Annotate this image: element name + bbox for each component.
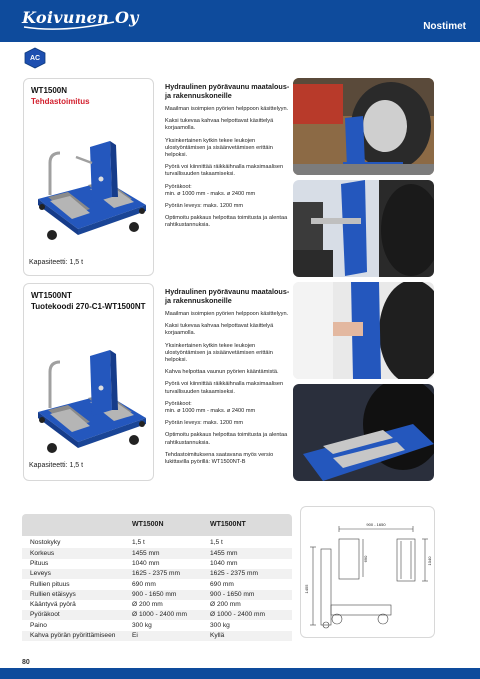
rollers-closeup-photo bbox=[293, 384, 434, 481]
product-title: WT1500N bbox=[31, 86, 68, 95]
cell-wt1500n: Ø 1000 - 2400 mm bbox=[132, 611, 187, 619]
table-row bbox=[22, 590, 292, 600]
page-header bbox=[0, 0, 480, 42]
description-paragraph: Optimoitu pakkaus helpottaa toimitusta ja alentaa rahtikustannuksia. bbox=[165, 215, 288, 229]
row-label: Rullien pituus bbox=[30, 580, 70, 588]
dim-height-label: 1455 bbox=[304, 584, 309, 594]
cell-wt1500n: 300 kg bbox=[132, 621, 152, 629]
specifications-table bbox=[22, 514, 292, 646]
description-paragraph: Pyörän leveys: maks. 1200 mm bbox=[165, 203, 244, 210]
table-row bbox=[22, 579, 292, 589]
description-paragraph: Tehdastoimituksena saatavana myös versio lukittavilla pyörillä: WT1500NT-B bbox=[165, 451, 274, 466]
cell-wt1500n: Ø 200 mm bbox=[132, 601, 163, 609]
cell-wt1500nt: 1040 mm bbox=[210, 559, 238, 567]
logo-swoosh-icon bbox=[22, 8, 117, 32]
table-row bbox=[22, 631, 292, 641]
cell-wt1500n: 1040 mm bbox=[132, 559, 160, 567]
table-row bbox=[22, 620, 292, 630]
company-logo bbox=[22, 8, 139, 32]
table-row bbox=[22, 610, 292, 620]
row-label: Paino bbox=[30, 621, 47, 629]
table-row bbox=[22, 559, 292, 569]
cell-wt1500nt: Kyllä bbox=[210, 632, 225, 640]
cell-wt1500nt: 300 kg bbox=[210, 621, 230, 629]
wheel-dolly-image bbox=[30, 348, 152, 460]
cell-wt1500nt: 1625 - 2375 mm bbox=[210, 570, 259, 578]
product-code: Tuotekoodi 270-C1-WT1500NT bbox=[31, 302, 146, 311]
description-paragraph: Kahva helpottaa vaunun pyörien kääntämistä. bbox=[165, 369, 279, 376]
dim-roller-label: 690 bbox=[363, 555, 368, 563]
row-label: Nostokyky bbox=[30, 539, 61, 547]
description-paragraph: Kaksi tukevaa kahvaa helpottavat käsittelyä korjaamolla. bbox=[165, 323, 274, 337]
footer-bar bbox=[0, 668, 480, 679]
column-header: WT1500N bbox=[132, 521, 164, 528]
cell-wt1500nt: 1,5 t bbox=[210, 539, 223, 547]
cell-wt1500n: 1625 - 2375 mm bbox=[132, 570, 181, 578]
row-label: Kahva pyörän pyörittämiseen bbox=[30, 632, 116, 640]
row-label: Pituus bbox=[30, 559, 49, 567]
cell-wt1500nt: 690 mm bbox=[210, 580, 234, 588]
capacity-label: Kapasiteetti: 1,5 t bbox=[29, 259, 84, 266]
logo-text: Koivunen Oy bbox=[22, 8, 139, 27]
cell-wt1500nt: 900 - 1650 mm bbox=[210, 590, 255, 598]
dimension-drawing-image bbox=[301, 507, 434, 637]
cell-wt1500n: 900 - 1650 mm bbox=[132, 590, 177, 598]
page-number: 80 bbox=[22, 659, 30, 666]
cell-wt1500n: Ei bbox=[132, 632, 138, 640]
description-paragraph: Yksinkertainen kytkin tekee leukojen ulostyöntämisen ja sisäänvetämisen erittäin helpoksi. bbox=[165, 342, 273, 364]
cell-wt1500n: 1,5 t bbox=[132, 539, 145, 547]
product-description-wt1500n bbox=[165, 83, 290, 235]
table-row bbox=[22, 538, 292, 548]
cell-wt1500n: 1455 mm bbox=[132, 549, 160, 557]
dim-length-label: 1040 bbox=[427, 556, 432, 566]
hand-handle-photo bbox=[293, 282, 434, 379]
cell-wt1500n: 690 mm bbox=[132, 580, 156, 588]
column-header: WT1500NT bbox=[210, 521, 246, 528]
product-card-wt1500n bbox=[23, 78, 154, 276]
row-label: Kääntyvä pyörä bbox=[30, 601, 76, 609]
row-label: Pyöräkoot bbox=[30, 611, 60, 619]
description-paragraph: Pyöräkoot: min. ø 1000 mm - maks. ø 2400 mm bbox=[165, 400, 256, 415]
wheel-dolly-image bbox=[30, 135, 152, 251]
description-paragraph: Pyörä voi kiinnittää räikkäihnalla maksimaalisen turvallisuuden takaamiseksi. bbox=[165, 164, 284, 178]
description-paragraph: Yksinkertainen kytkin tekee leukojen ulostyöntämisen ja sisäänvetämisen erittäin helpoksi. bbox=[165, 137, 273, 159]
ac-brand-icon bbox=[24, 47, 46, 69]
table-row bbox=[22, 600, 292, 610]
table-row bbox=[22, 569, 292, 579]
product-card-wt1500nt bbox=[23, 283, 154, 481]
row-label: Korkeus bbox=[30, 549, 55, 557]
cell-wt1500nt: Ø 200 mm bbox=[210, 601, 241, 609]
description-paragraph: Pyörä voi kiinnittää räikkäihnalla maksimaalisen turvallisuuden takaamiseksi. bbox=[165, 381, 284, 395]
description-paragraph: Pyöräkoot: min. ø 1000 mm - maks. ø 2400 mm bbox=[165, 183, 256, 197]
description-paragraph: Optimoitu pakkaus helpottaa toimitusta ja alentaa rahtikustannuksia. bbox=[165, 432, 288, 446]
row-label: Leveys bbox=[30, 570, 51, 578]
table-row bbox=[22, 548, 292, 558]
capacity-label: Kapasiteetti: 1,5 t bbox=[29, 462, 84, 469]
description-paragraph: Maailman isoimpien pyörien helppoon käsittelyyn. bbox=[165, 106, 289, 112]
description-heading: Hydraulinen pyörävaunu maatalous- ja rakennuskoneille bbox=[165, 82, 290, 100]
cell-wt1500nt: Ø 1000 - 2400 mm bbox=[210, 611, 265, 619]
mechanic-wheel-photo bbox=[293, 180, 434, 277]
cell-wt1500nt: 1455 mm bbox=[210, 549, 238, 557]
technical-drawing bbox=[300, 506, 435, 638]
description-paragraph: Maailman isoimpien pyörien helppoon käsittelyyn. bbox=[165, 311, 289, 317]
tractor-wheel-photo bbox=[293, 78, 434, 175]
product-title: WT1500NT bbox=[31, 291, 72, 300]
description-heading: Hydraulinen pyörävaunu maatalous- ja rakennuskoneille bbox=[165, 287, 290, 305]
dim-width-label: 900 - 1650 bbox=[366, 522, 386, 527]
section-title: Nostimet bbox=[423, 21, 466, 32]
product-description-wt1500nt bbox=[165, 288, 290, 471]
description-paragraph: Kaksi tukevaa kahvaa helpottavat käsittelyä korjaamolla. bbox=[165, 118, 274, 132]
ac-badge-text: AC bbox=[29, 55, 41, 62]
row-label: Rullien etäisyys bbox=[30, 590, 76, 598]
table-header bbox=[22, 514, 292, 536]
description-paragraph: Pyörän leveys: maks. 1200 mm bbox=[165, 420, 244, 427]
product-subtitle: Tehdastoimitus bbox=[31, 97, 90, 106]
